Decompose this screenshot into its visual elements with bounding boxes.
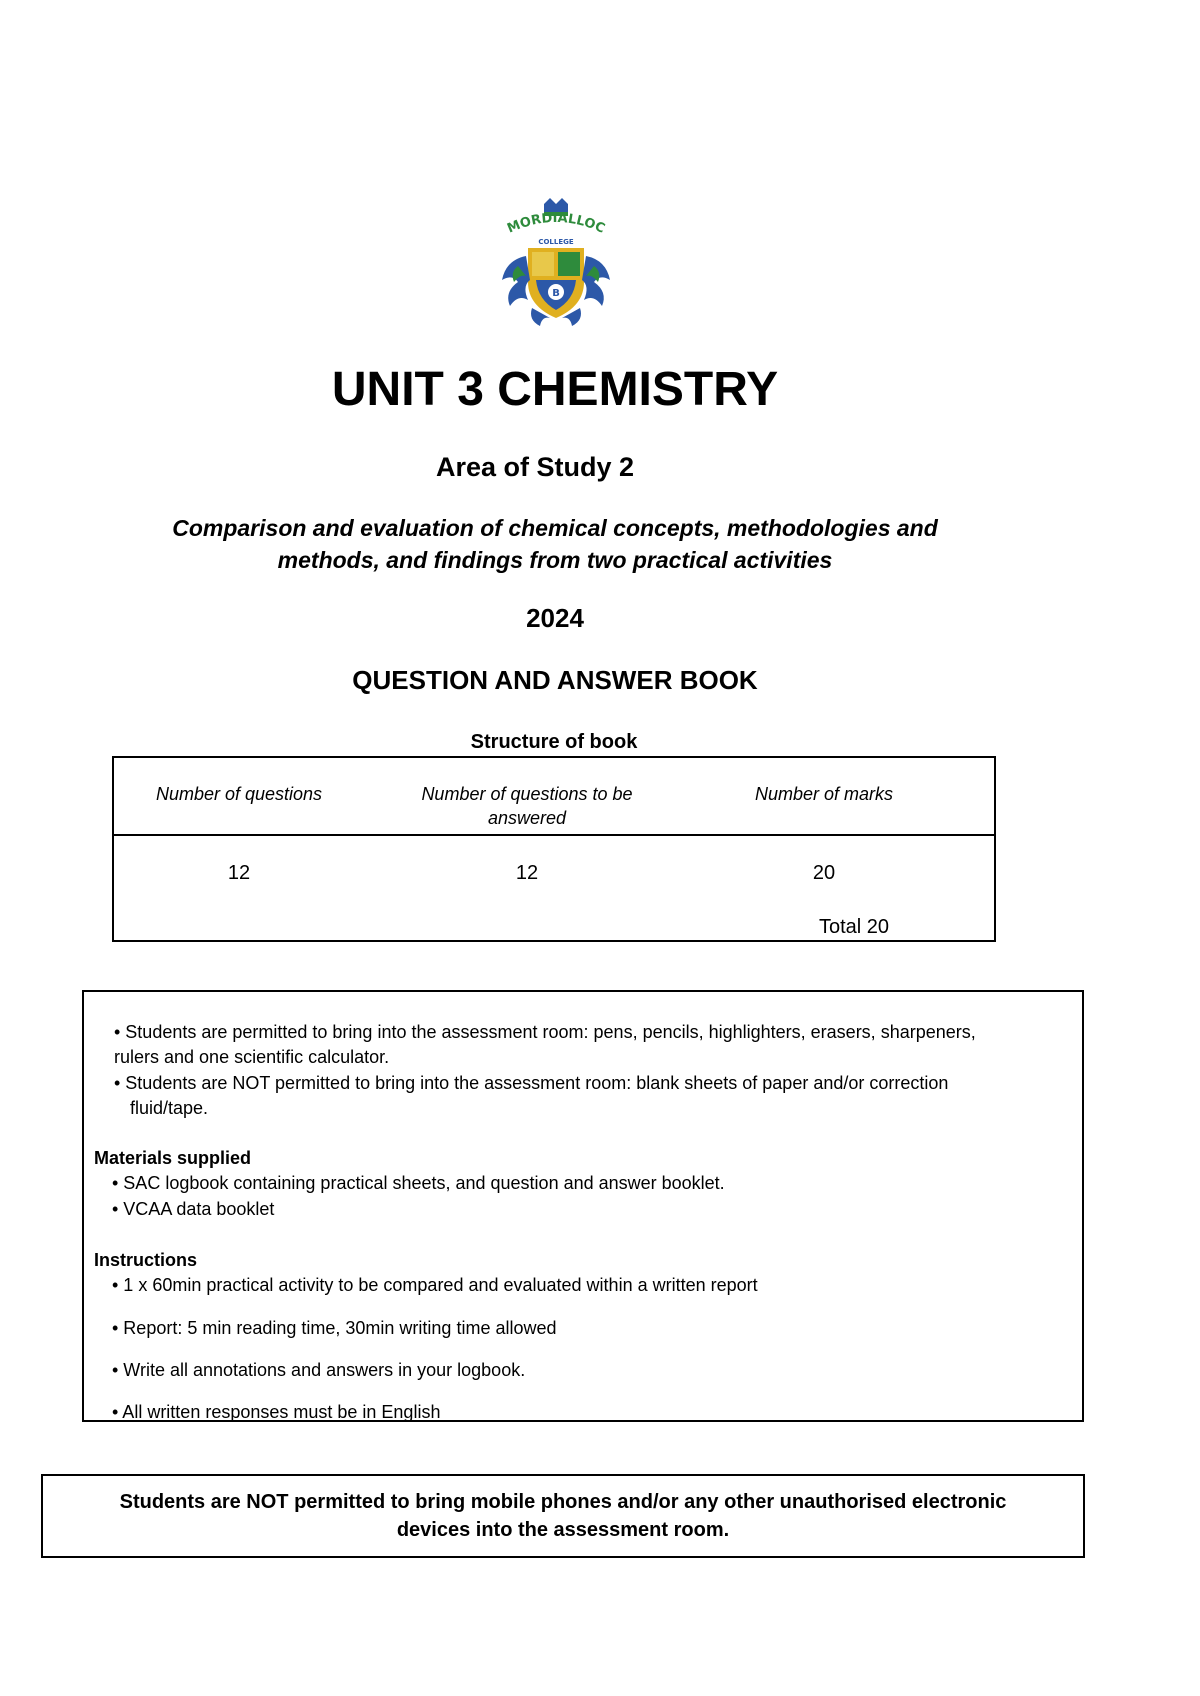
warning-line-1: Students are NOT permitted to bring mobile phones and/or any other unauthorised electronic — [119, 1491, 1007, 1513]
book-title: QUESTION AND ANSWER BOOK — [352, 665, 758, 695]
instructions-box — [82, 990, 1084, 1422]
value-number-of-questions: 12 — [227, 862, 251, 884]
college-logo — [492, 196, 620, 330]
instruction-item: • 1 x 60min practical activity to be compared and evaluated within a written report — [112, 1275, 758, 1295]
materials-heading: Materials supplied — [94, 1148, 252, 1168]
svg-text:MORDIALLOC — [505, 211, 607, 237]
instruction-item: • Report: 5 min reading time, 30min writing time allowed — [112, 1318, 557, 1338]
document-title: UNIT 3 CHEMISTRY — [331, 363, 779, 416]
structure-table-header-row — [114, 758, 994, 836]
materials-item: • SAC logbook containing practical sheets, and question and answer booklet. — [112, 1173, 725, 1193]
total-marks: Total 20 — [818, 916, 890, 938]
logo-name-text: MORDIALLOC — [505, 210, 607, 237]
header-questions-to-answer-line2: answered — [487, 808, 567, 828]
svg-text:B: B — [552, 288, 560, 299]
warning-line-2: devices into the assessment room. — [396, 1519, 730, 1541]
area-of-study: Area of Study 2 — [435, 452, 635, 482]
logo-sub-text: COLLEGE — [538, 238, 574, 246]
year: 2024 — [526, 603, 584, 633]
header-questions-to-answer — [382, 782, 672, 830]
subtitle-line-1: Comparison and evaluation of chemical concepts, methodologies and — [172, 515, 938, 541]
subtitle-line-2: methods, and findings from two practical activities — [277, 547, 833, 573]
header-questions-to-answer-line1: Number of questions to be — [421, 784, 633, 804]
permitted-items-line1: • Students are permitted to bring into the assessment room: pens, pencils, highlighters, erasers, sharpeners, — [114, 1022, 976, 1042]
not-permitted-items-line2: fluid/tape. — [130, 1098, 209, 1118]
instruction-item: • Write all annotations and answers in your logbook. — [112, 1360, 526, 1380]
document-subtitle — [130, 512, 980, 576]
value-questions-to-answer: 12 — [515, 862, 539, 884]
instructions-heading: Instructions — [94, 1250, 198, 1270]
materials-item: • VCAA data booklet — [112, 1199, 275, 1219]
instruction-item: • All written responses must be in English — [112, 1402, 441, 1422]
value-number-of-marks: 20 — [812, 862, 836, 884]
permitted-items-line2: rulers and one scientific calculator. — [114, 1047, 390, 1067]
electronic-devices-warning — [41, 1474, 1085, 1558]
structure-table — [112, 756, 996, 942]
not-permitted-items-line1: • Students are NOT permitted to bring into the assessment room: blank sheets of paper and/or correction — [114, 1073, 949, 1093]
structure-caption: Structure of book — [470, 731, 638, 753]
header-number-of-marks: Number of marks — [754, 784, 894, 804]
header-number-of-questions: Number of questions — [155, 784, 323, 804]
